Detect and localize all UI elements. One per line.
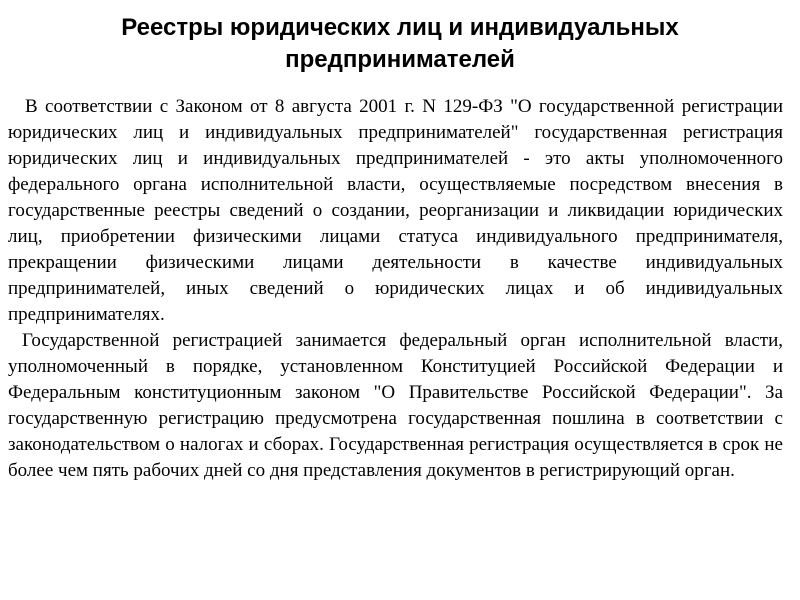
- paragraph-registration-definition: В соответствии с Законом от 8 августа 2001 г. N 129-ФЗ "О государственной регистрации юридических лиц и индивидуальных предпринимателей" государственная регистрация юридических лиц и индивидуальных предпринимателей - это акты уполномоченного федерального органа исполнительной власти, осуществляемые посредством внесения в государственные реестры сведений о создании, реорганизации и ликвидации юридических лиц, приобретении физическими лицами статуса индивидуального предпринимателя, прекращении физическими лицами деятельности в качестве индивидуальных предпринимателей, иных сведений о юридических лицах и об индивидуальных предпринимателях.: [8, 96, 783, 325]
- paragraph-registration-authority: Государственной регистрацией занимается федеральный орган исполнительной власти, уполномоченный в порядке, установленном Конституцией Российской Федерации и Федеральным конституционным законом "О Правительстве Российской Федерации". За государственную регистрацию предусмотрена государственная пошлина в соответствии с законодательством о налогах и сборах. Государственная регистрация осуществляется в срок не более чем пять рабочих дней со дня представления документов в регистрирующий орган.: [8, 330, 783, 481]
- slide-body: [8, 94, 783, 484]
- slide-title: Реестры юридических лиц и индивидуальных предпринимателей: [121, 14, 679, 73]
